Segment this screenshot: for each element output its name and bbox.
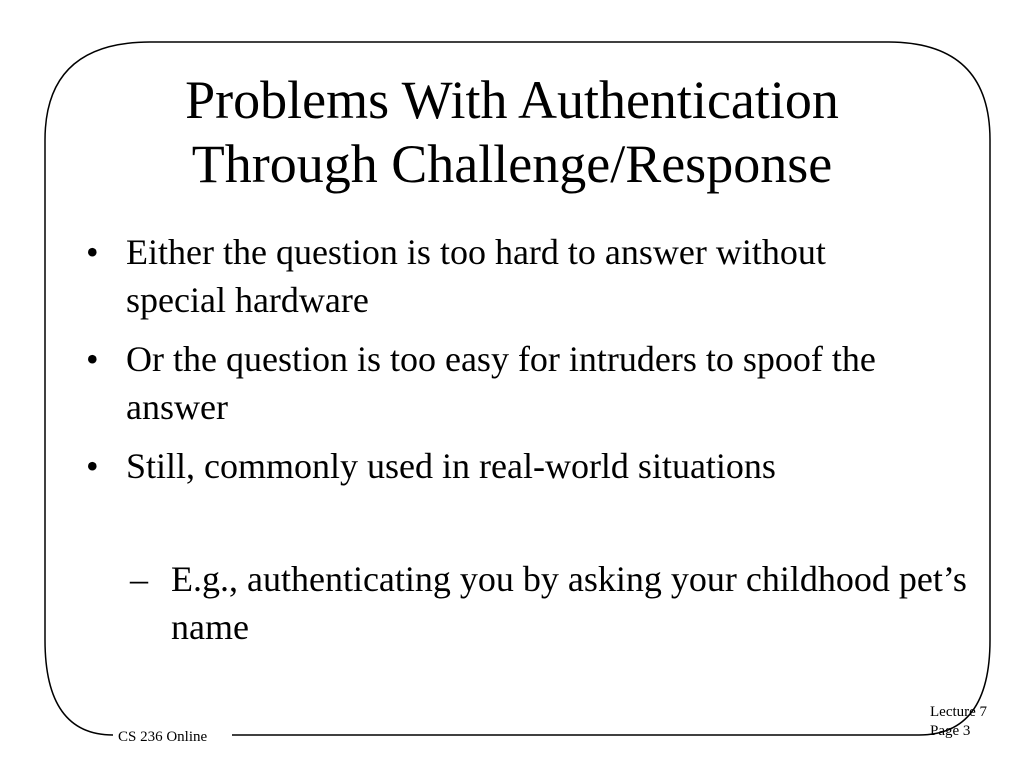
footer-page: Page 3 [930, 723, 971, 739]
bullet-icon: • [86, 339, 99, 379]
sub-bullet-text: E.g., authenticating you by asking your childhood pet’s name [171, 559, 967, 647]
title-line-2: Through Challenge/Response [191, 134, 833, 194]
bullet-item [86, 335, 916, 431]
dash-icon: – [130, 559, 148, 599]
bullet-text: Or the question is too easy for intruders to spoof the answer [126, 339, 876, 427]
sub-bullet-item [86, 555, 1001, 651]
bullet-list [86, 228, 916, 501]
bullet-item [86, 442, 916, 490]
footer-lecture: Lecture 7 [930, 704, 988, 720]
bullet-text: Either the question is too hard to answer without special hardware [126, 232, 826, 320]
footer-course: CS 236 Online [118, 729, 208, 745]
bullet-item [86, 228, 916, 324]
bullet-icon: • [86, 232, 99, 272]
title-line-1: Problems With Authentication [185, 70, 839, 130]
bullet-icon: • [86, 446, 99, 486]
slide-title [60, 68, 964, 196]
footer-page-info [930, 703, 987, 741]
bullet-text: Still, commonly used in real-world situations [126, 446, 776, 486]
